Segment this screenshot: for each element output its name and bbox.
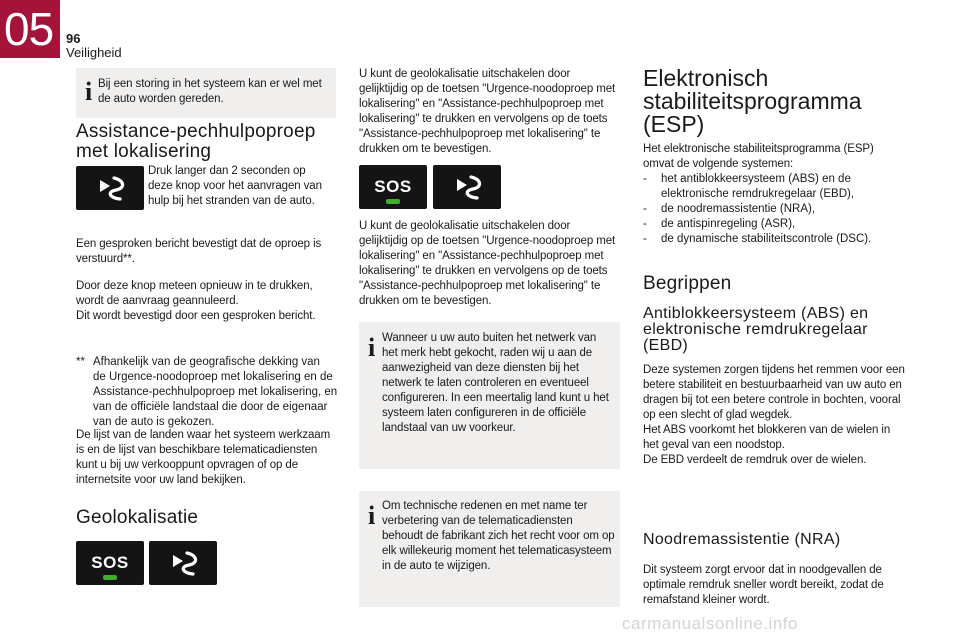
info-box-network — [359, 322, 620, 469]
section-label: Veiligheid — [66, 45, 122, 60]
assistance-logo-icon — [433, 165, 501, 209]
info-box-manufacturer — [359, 491, 620, 607]
assistance-button[interactable] — [76, 166, 144, 210]
sos-button[interactable] — [76, 541, 144, 585]
paragraph-confirmation: Een gesproken bericht bevestigt dat de oproep is verstuurd**. — [76, 238, 322, 265]
paragraph-geo-disable-1: U kunt de geolokalisatie uitschakelen door gelijktijdig op de toetsen "Urgence-noodoproep met lokalisering" en "Assistance-pechhulpoproep met lokalisering" te drukken en vervolgens op de toets "Assistance-pechhulpoproep met lokalisering" te drukken om te bevestigen. — [359, 68, 616, 155]
page-number: 96 — [66, 31, 81, 46]
footnote-mark: ** — [76, 356, 85, 368]
assistance-logo-icon — [76, 166, 144, 210]
list-item — [643, 217, 933, 232]
esp-system-list — [643, 172, 933, 247]
info-text: Wanneer u uw auto buiten het netwerk van het merk hebt gekocht, raden wij u aan de aanwezigheid van deze diensten bij het netwerk te laten controleren en eventueel configureren. In een meertalig land kunt u het systeem laten configureren in de officiële landstaal van uw voorkeur. — [382, 332, 609, 434]
paragraph-geo-disable-2: U kunt de geolokalisatie uitschakelen door gelijktijdig op de toetsen "Urgence-noodoproep met lokalisering" en "Assistance-pechhulpoproep met lokalisering" te drukken en vervolgens op de toets "Assistance-pechhulpoproep met lokalisering" te drukken om te bevestigen. — [359, 220, 616, 307]
paragraph-nra: Dit systeem zorgt ervoor dat in noodgevallen de optimale remdruk sneller wordt bereikt, zodat de remafstand kleiner wordt. — [643, 564, 884, 606]
heading-assistance: Assistance-pechhulpoproep met lokalisering — [76, 121, 316, 162]
paragraph-abs-ebd: Deze systemen zorgen tijdens het remmen voor een betere stabiliteit en bestuurbaarheid van uw auto en dragen bij tot een betere controle in bochten, vooral op een slecht of glad wegdek. Het ABS voorkomt het blokkeren van de wielen in het geval van een noodstop. De EBD verdeelt de remdruk over de wielen. — [643, 364, 905, 466]
footnote-text: Afhankelijk van de geografische dekking van de Urgence-noodoproep met lokalisering en de Assistance-pechhulpoproep met lokalisering, en van de officiële landstaal die door de eigenaar van de auto is gekozen. — [93, 356, 338, 428]
assist-button-instructions: Druk langer dan 2 seconden op deze knop voor het aanvragen van hulp bij het stranden van de auto. — [148, 165, 322, 207]
info-icon: i — [368, 333, 376, 362]
watermark: carmanualsonline.info — [622, 614, 798, 633]
list-dash: - — [643, 218, 647, 230]
info-icon: i — [368, 501, 376, 530]
list-item-text: de dynamische stabiliteitscontrole (DSC). — [661, 233, 872, 245]
assistance-button-geo[interactable] — [149, 541, 217, 585]
sos-button-col2[interactable] — [359, 165, 427, 209]
info-text: Om technische redenen en met name ter verbetering van de telematicadiensten behoudt de fabrikant zich het recht voor om op elk willekeurig moment het telematicasysteem in de auto te wijzigen. — [382, 500, 615, 572]
info-icon: i — [85, 77, 93, 106]
sos-led-indicator — [386, 199, 400, 204]
info-box-malfunction — [76, 68, 336, 118]
chapter-number: 05 — [4, 3, 54, 55]
footnote — [76, 355, 356, 430]
paragraph-country-list: De lijst van de landen waar het systeem werkzaam is en de lijst van beschikbare telematicadiensten kunt u bij uw verkooppunt opvragen of op de internetsite voor uw land bekijken. — [76, 429, 331, 486]
sos-label: SOS — [91, 553, 129, 572]
assistance-button-col2[interactable] — [433, 165, 501, 209]
heading-geolocation: Geolokalisatie — [76, 507, 199, 528]
info-text: Bij een storing in het systeem kan er wel met de auto worden gereden. — [98, 78, 322, 105]
list-item-text: het antiblokkeersysteem (ABS) en de elektronische remdrukregelaar (EBD), — [661, 173, 855, 200]
list-dash: - — [643, 233, 647, 245]
list-item-text: de antispinregeling (ASR), — [661, 218, 796, 230]
list-item — [643, 232, 933, 247]
chapter-tab — [0, 0, 60, 58]
sos-label: SOS — [374, 177, 412, 196]
assistance-logo-icon — [149, 541, 217, 585]
sos-led-indicator — [103, 575, 117, 580]
paragraph-cancel: Door deze knop meteen opnieuw in te drukken, wordt de aanvraag geannuleerd. Dit wordt bevestigd door een gesproken bericht. — [76, 280, 316, 322]
heading-abs-ebd: Antiblokkeersysteem (ABS) en elektronische remdrukregelaar (EBD) — [643, 305, 869, 354]
esp-intro: Het elektronische stabiliteitsprogramma (ESP) omvat de volgende systemen: — [643, 143, 874, 170]
list-dash: - — [643, 203, 647, 215]
list-item — [643, 202, 933, 217]
list-dash: - — [643, 173, 647, 185]
heading-begrippen: Begrippen — [643, 273, 732, 294]
list-item-text: de noodremassistentie (NRA), — [661, 203, 816, 215]
heading-esp: Elektronisch stabiliteitsprogramma (ESP) — [643, 65, 862, 137]
heading-nra: Noodremassistentie (NRA) — [643, 531, 841, 548]
list-item — [643, 172, 933, 202]
